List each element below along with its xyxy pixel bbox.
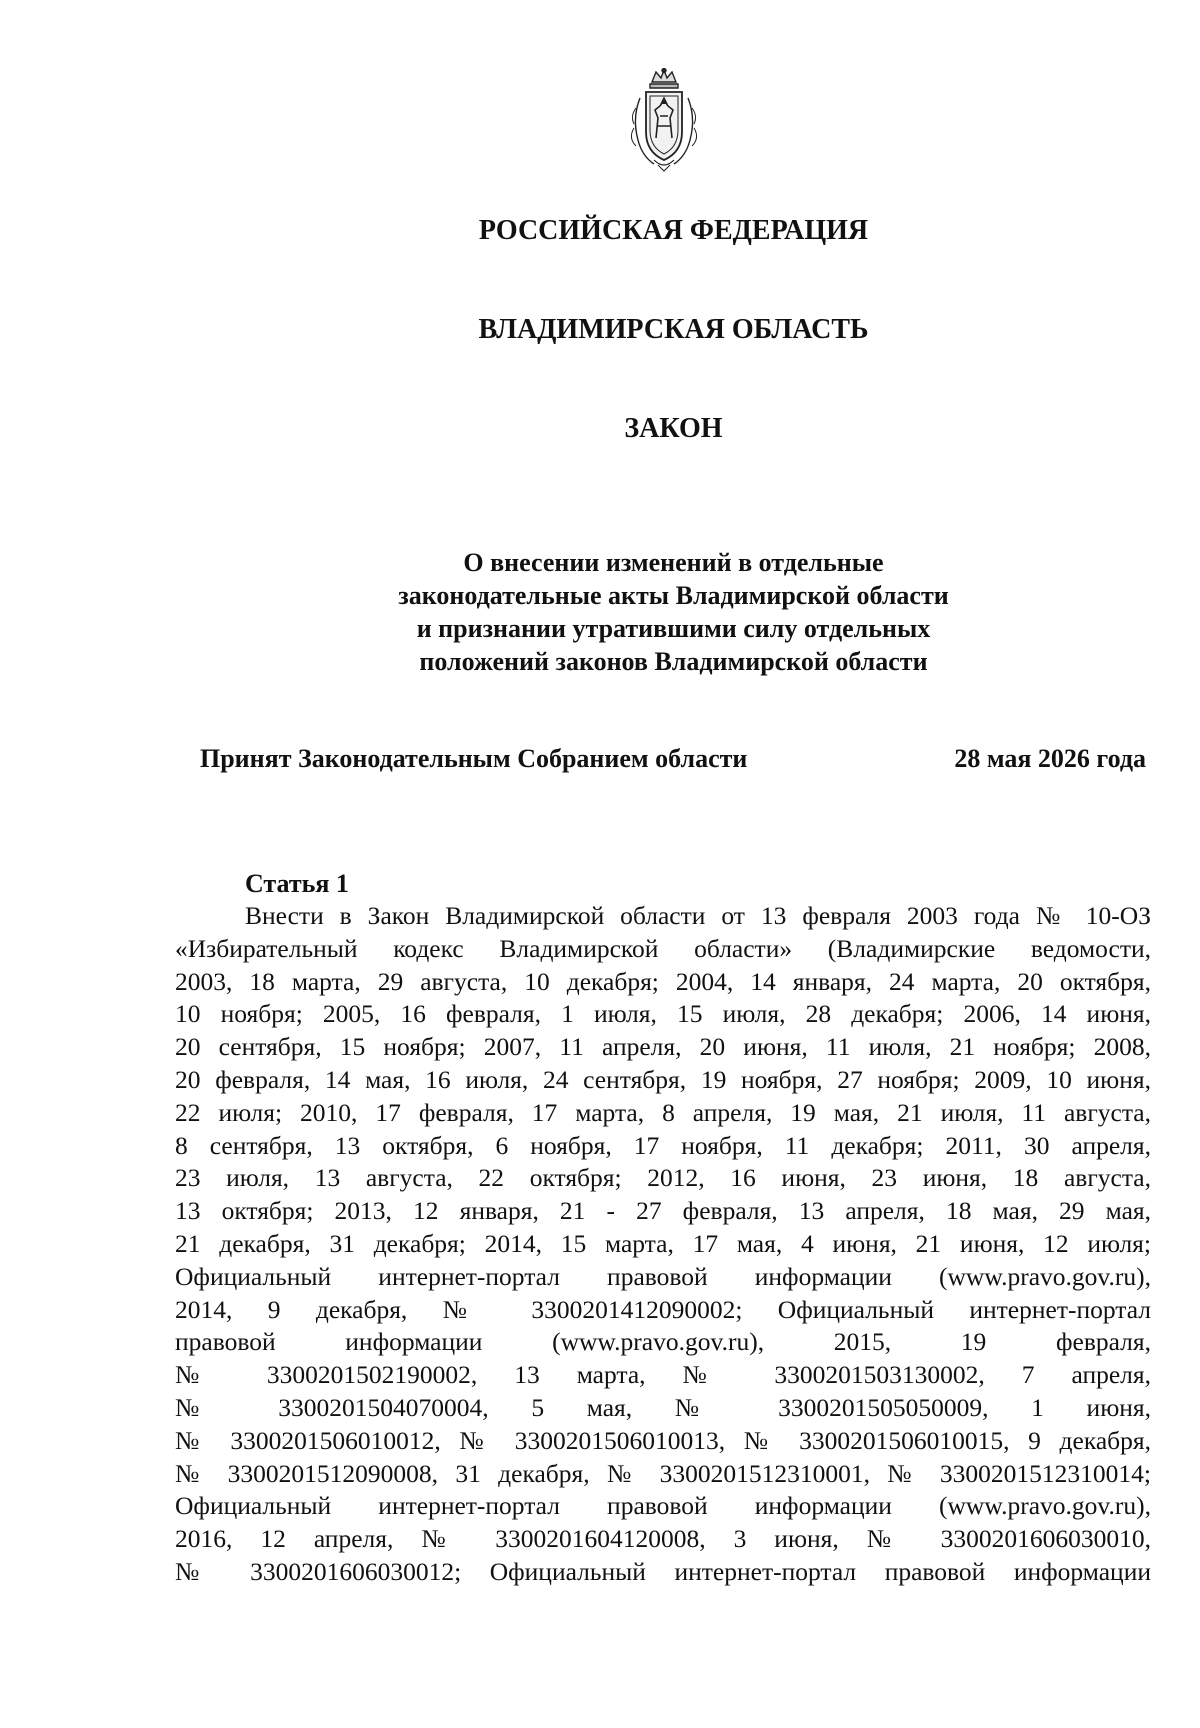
law-title-line: законодательные акты Владимирской области — [398, 581, 949, 610]
article-heading: Статья 1 — [245, 869, 349, 898]
country-heading: РОССИЙСКАЯ ФЕДЕРАЦИЯ — [478, 215, 869, 246]
article-text-line: 21 декабря, 31 декабря; 2014, 15 марта, 17 мая, 4 июня, 21 июня, 12 июля; — [175, 1228, 1151, 1258]
article-text-line: 2014, 9 декабря, № 3300201412090002; Официальный интернет-портал — [175, 1294, 1151, 1324]
article-text-line: № 3300201512090008, 31 декабря, № 3300201512310001, № 3300201512310014; — [175, 1458, 1151, 1488]
law-title-line: положений законов Владимирской области — [419, 647, 928, 676]
article-text-line: 10 ноября; 2005, 16 февраля, 1 июля, 15 июля, 28 декабря; 2006, 14 июня, — [175, 999, 1151, 1029]
adopted-by-text: Принят Законодательным Собранием области — [200, 744, 748, 773]
article-text-line: 20 февраля, 14 мая, 16 июля, 24 сентября, 19 ноября, 27 ноября; 2009, 10 июня, — [175, 1064, 1151, 1094]
document-type-heading: ЗАКОН — [624, 413, 723, 444]
article-text-line: 2003, 18 марта, 29 августа, 10 декабря; 2004, 14 января, 24 марта, 20 октября, — [175, 966, 1151, 996]
adoption-date: 28 мая 2026 года — [954, 744, 1146, 773]
article-text-line: № 3300201504070004, 5 мая, № 3300201505050009, 1 июня, — [175, 1392, 1151, 1422]
adoption-line — [200, 742, 1146, 776]
article-text-line: Официальный интернет-портал правовой информации (www.pravo.gov.ru), — [175, 1491, 1151, 1521]
article-body — [175, 900, 1151, 1589]
article-text-line: Внести в Закон Владимирской области от 13 февраля 2003 года № 10-ОЗ — [245, 901, 1151, 930]
law-title — [0, 546, 1200, 678]
law-title-line: и признании утратившими силу отдельных — [416, 614, 931, 643]
article-text-line: № 3300201506010012, № 3300201506010013, № 3300201506010015, 9 декабря, — [175, 1425, 1151, 1455]
article-text-line: правовой информации (www.pravo.gov.ru), 2015, 19 февраля, — [175, 1327, 1151, 1357]
region-heading: ВЛАДИМИРСКАЯ ОБЛАСТЬ — [478, 314, 869, 345]
article-text-line: № 3300201502190002, 13 марта, № 3300201503130002, 7 апреля, — [175, 1360, 1151, 1390]
article-text-line: 23 июля, 13 августа, 22 октября; 2012, 16 июня, 23 июня, 18 августа, — [175, 1163, 1151, 1193]
article-text-line: Официальный интернет-портал правовой информации (www.pravo.gov.ru), — [175, 1261, 1151, 1291]
coat-of-arms-emblem — [628, 68, 700, 172]
law-title-line: О внесении изменений в отдельные — [463, 548, 884, 577]
article-text-line: 8 сентября, 13 октября, 6 ноября, 17 ноября, 11 декабря; 2011, 30 апреля, — [175, 1130, 1151, 1160]
article-text-line: 13 октября; 2013, 12 января, 21 - 27 февраля, 13 апреля, 18 мая, 29 мая, — [175, 1196, 1151, 1226]
article-text-line: «Избирательный кодекс Владимирской области» (Владимирские ведомости, — [175, 933, 1151, 963]
article-text-line: № 3300201606030012; Официальный интернет-портал правовой информации — [175, 1556, 1151, 1586]
article-text-line: 20 сентября, 15 ноября; 2007, 11 апреля, 20 июня, 11 июля, 21 ноября; 2008, — [175, 1032, 1151, 1062]
article-text-line: 2016, 12 апреля, № 3300201604120008, 3 июня, № 3300201606030010, — [175, 1524, 1151, 1554]
article-text-line: 22 июля; 2010, 17 февраля, 17 марта, 8 апреля, 19 мая, 21 июля, 11 августа, — [175, 1097, 1151, 1127]
